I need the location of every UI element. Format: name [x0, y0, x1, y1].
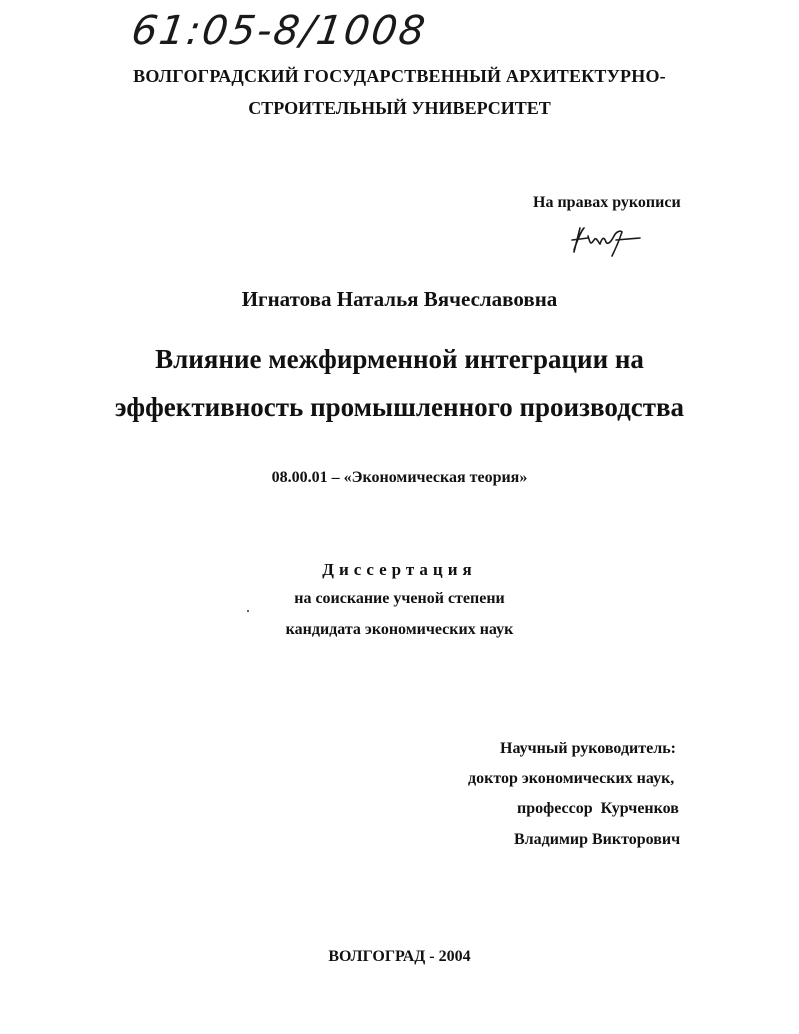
- handwritten-catalog-code: 61:05-8/1008: [128, 8, 430, 54]
- dissertation-title-line-2: эффективность промышленного производства: [114, 392, 685, 422]
- supervisor-degree: доктор экономических наук,: [468, 770, 675, 787]
- city-year: ВОЛГОГРАД - 2004: [328, 948, 471, 965]
- specialty-code: 08.00.01 – «Экономическая теория»: [271, 469, 528, 486]
- university-name-line-1: ВОЛГОГРАДСКИЙ ГОСУДАРСТВЕННЫЙ АРХИТЕКТУРНО-: [133, 66, 666, 86]
- supervisor-label: Научный руководитель:: [500, 740, 676, 757]
- dissertation-title-line-1: Влияние межфирменной интеграции на: [155, 344, 644, 374]
- university-name-line-2: СТРОИТЕЛЬНЫЙ УНИВЕРСИТЕТ: [248, 98, 551, 118]
- author-name: Игнатова Наталья Вячеславовна: [241, 287, 558, 311]
- author-signature: [568, 222, 652, 258]
- dissertation-label: Диссертация: [322, 560, 477, 579]
- scan-speck: [247, 610, 249, 612]
- manuscript-rights-label: На правах рукописи: [533, 194, 681, 211]
- supervisor-name: Владимир Викторович: [514, 831, 681, 848]
- degree-line-1: на соискание ученой степени: [294, 590, 505, 607]
- degree-line-2: кандидата экономических наук: [285, 621, 514, 638]
- supervisor-title: профессор Курченков: [517, 800, 679, 817]
